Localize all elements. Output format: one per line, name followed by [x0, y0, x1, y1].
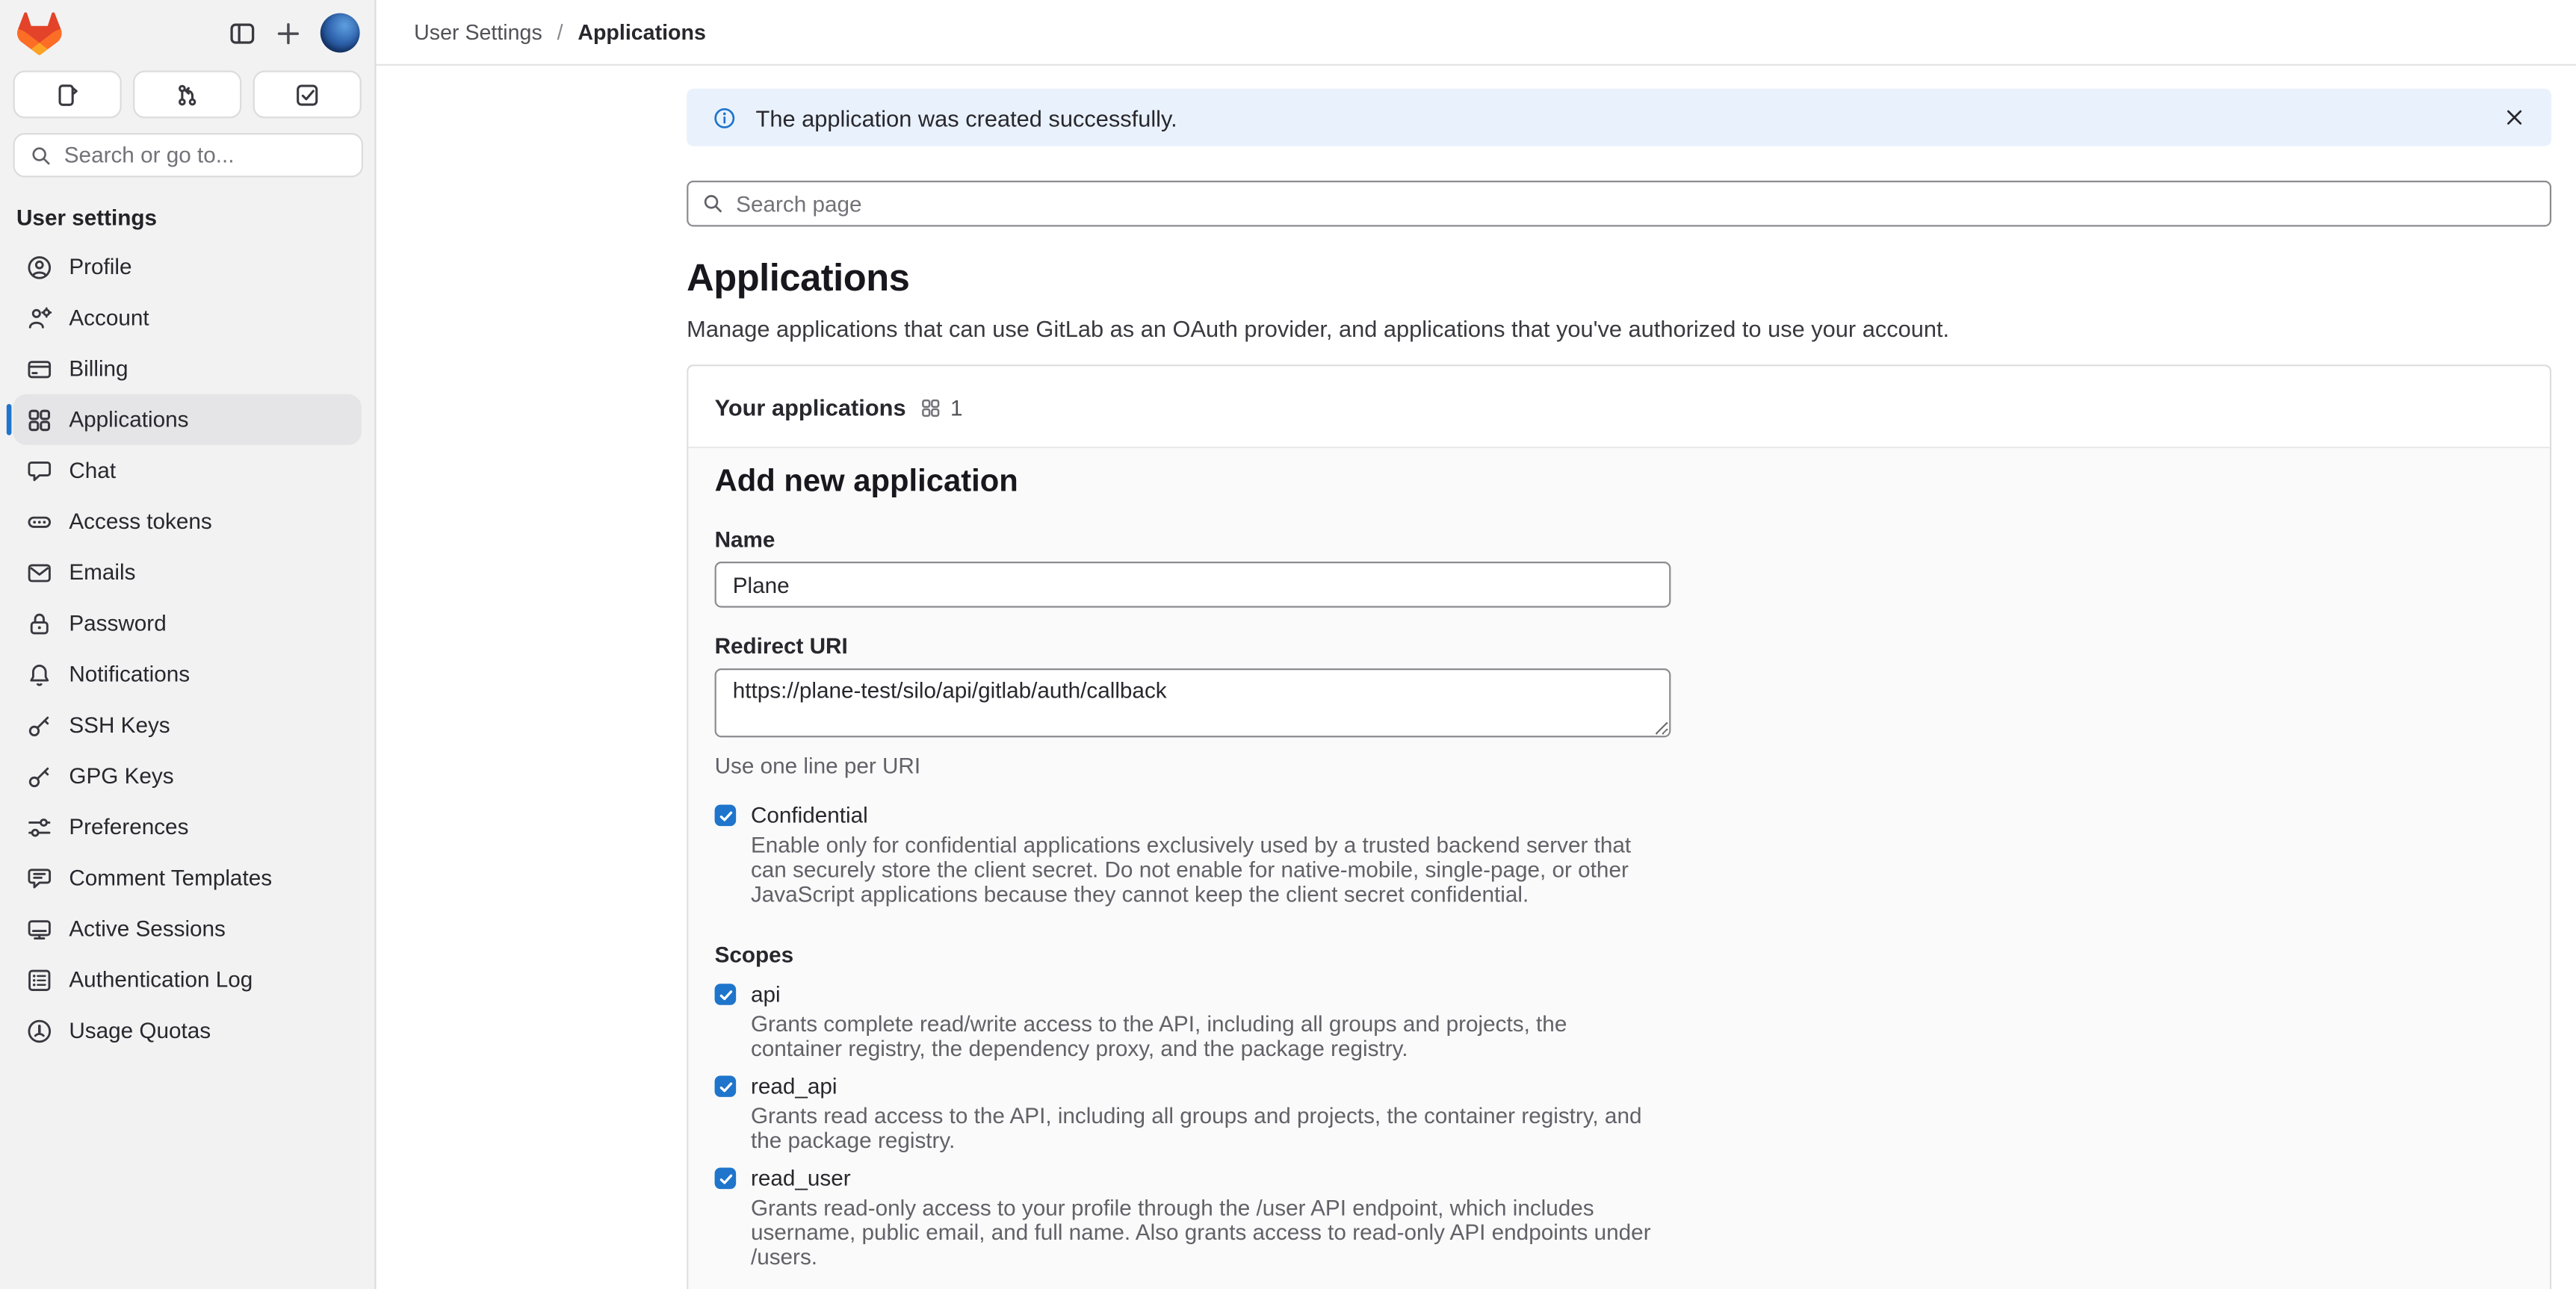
redirect-uri-help: Use one line per URI: [714, 754, 921, 779]
applications-count-badge: [920, 395, 962, 420]
sidebar-section-title: User settings: [16, 205, 158, 230]
card-title: Your applications: [714, 394, 906, 420]
scopes-list: [715, 982, 2524, 1270]
redirect-uri-textarea[interactable]: [715, 668, 1671, 737]
scopes-label: Scopes: [714, 942, 794, 968]
info-icon: [713, 106, 736, 129]
page-search-input[interactable]: [687, 181, 2551, 227]
gpg-keys-icon: [26, 762, 52, 789]
comment-templates-icon: [26, 865, 52, 891]
applications-count: 1: [950, 394, 963, 420]
name-label: Name: [714, 527, 775, 552]
preferences-icon: [26, 814, 52, 840]
confidential-label: Confidential: [750, 803, 868, 828]
close-icon: [2504, 107, 2525, 128]
success-alert: [687, 89, 2551, 146]
sidebar-item-emails[interactable]: Emails: [13, 547, 362, 597]
name-input[interactable]: [715, 562, 1671, 608]
sidebar-item-profile[interactable]: Profile: [13, 241, 362, 292]
sidebar-item-account[interactable]: Account: [13, 292, 362, 343]
issues-shortcut-button[interactable]: [13, 71, 122, 119]
confidential-help: Enable only for confidential applications exclusively used by a trusted backend server that can securely store the client secret. Do not enable for native-mobile, single-page, or other JavaScript applications because they cannot keep the client secret confidential.: [750, 832, 1632, 907]
search-or-go-to-button[interactable]: [13, 133, 363, 177]
billing-icon: [26, 355, 52, 382]
sidebar-item-ssh-keys[interactable]: SSH Keys: [13, 700, 362, 751]
sidebar-item-applications[interactable]: Applications: [13, 394, 362, 445]
todos-icon: [294, 81, 321, 108]
access-tokens-icon: [26, 509, 52, 535]
scope-read-user-checkbox[interactable]: [715, 1167, 737, 1189]
scope-read-api-checkbox[interactable]: [715, 1075, 737, 1097]
user-avatar[interactable]: [321, 13, 360, 53]
breadcrumb-current: Applications: [578, 19, 706, 45]
settings-nav: [0, 241, 374, 1056]
breadcrumb: [414, 19, 706, 44]
sidebar-item-access-tokens[interactable]: Access tokens: [13, 496, 362, 547]
chat-icon: [26, 457, 52, 483]
redirect-uri-label: Redirect URI: [714, 633, 848, 659]
search-or-go-to-label: Search or go to...: [64, 143, 235, 168]
card-body: [688, 448, 2549, 1289]
check-icon: [717, 1170, 734, 1187]
applications-icon: [26, 406, 52, 432]
redirect-uri-group: [715, 634, 2524, 779]
create-new-button[interactable]: [274, 19, 302, 46]
panel-left-icon: [229, 19, 256, 46]
scope-read-api-group: [715, 1074, 2524, 1153]
sidebar-item-notifications[interactable]: Notifications: [13, 649, 362, 700]
main-content: [377, 67, 2576, 1289]
page-search: [687, 181, 2551, 227]
name-field-group: [715, 527, 2524, 608]
page-description: Manage applications that can use GitLab as an OAuth provider, and applications that you've authorized to use your account.: [687, 315, 1950, 342]
scope-api-help: Grants complete read/write access to the API, including all groups and projects, the container registry, the dependency proxy, and the package registry.: [750, 1011, 1567, 1061]
password-icon: [26, 610, 52, 636]
check-icon: [717, 807, 734, 824]
account-icon: [26, 305, 52, 331]
issues-icon: [55, 81, 81, 108]
active-sessions-icon: [26, 916, 52, 942]
sidebar-item-usage-quotas[interactable]: Usage Quotas: [13, 1005, 362, 1056]
scope-read-user-label: read_user: [750, 1166, 851, 1191]
scope-api-group: [715, 982, 2524, 1061]
sidebar-item-billing[interactable]: Billing: [13, 344, 362, 394]
ssh-keys-icon: [26, 712, 52, 738]
alert-message: The application was created successfully.: [755, 104, 1177, 131]
sidebar-header: [0, 0, 374, 63]
check-icon: [717, 1078, 734, 1095]
merge-requests-shortcut-button[interactable]: [133, 71, 241, 119]
scope-read-api-help: Grants read access to the API, including all groups and projects, the container registry, and the package registry.: [750, 1103, 1642, 1153]
sidebar-item-preferences[interactable]: Preferences: [13, 801, 362, 852]
sidebar-shortcuts: [13, 71, 362, 119]
check-icon: [717, 986, 734, 1002]
breadcrumb-bar: [377, 0, 2576, 66]
your-applications-card: [687, 364, 2551, 1289]
scope-api-label: api: [750, 982, 781, 1007]
gitlab-logo-icon[interactable]: [16, 10, 63, 55]
search-icon: [702, 192, 725, 215]
sidebar-item-chat[interactable]: Chat: [13, 445, 362, 496]
sidebar-item-active-sessions[interactable]: Active Sessions: [13, 903, 362, 954]
usage-quotas-icon: [26, 1017, 52, 1043]
scope-read-user-help: Grants read-only access to your profile through the /user API endpoint, which includes username, public email, and full name. Also grants access to read-only API endpoints under /users.: [750, 1195, 1651, 1270]
scope-api-checkbox[interactable]: [715, 984, 737, 1005]
sidebar-item-authentication-log[interactable]: Authentication Log: [13, 954, 362, 1005]
breadcrumb-separator: /: [557, 19, 563, 45]
authentication-log-icon: [26, 966, 52, 993]
alert-close-button[interactable]: [2504, 107, 2525, 128]
confidential-checkbox[interactable]: [715, 805, 737, 827]
plus-icon: [274, 19, 302, 46]
notifications-icon: [26, 661, 52, 687]
todos-shortcut-button[interactable]: [253, 71, 362, 119]
emails-icon: [26, 559, 52, 586]
page-title: Applications: [687, 256, 910, 299]
super-sidebar: [0, 0, 377, 1289]
sidebar-item-password[interactable]: Password: [13, 597, 362, 648]
scope-read-api-label: read_api: [750, 1074, 837, 1099]
card-header: [688, 366, 2549, 448]
confidential-group: [715, 803, 2524, 907]
sidebar-item-comment-templates[interactable]: Comment Templates: [13, 852, 362, 903]
profile-icon: [26, 254, 52, 280]
search-icon: [30, 143, 53, 167]
scope-read-user-group: [715, 1166, 2524, 1270]
collapse-sidebar-button[interactable]: [229, 19, 256, 46]
breadcrumb-user-settings[interactable]: User Settings: [414, 19, 542, 45]
applications-icon: [920, 397, 942, 418]
add-application-title: Add new application: [714, 465, 1018, 500]
merge-request-icon: [174, 81, 200, 108]
sidebar-item-gpg-keys[interactable]: GPG Keys: [13, 751, 362, 801]
